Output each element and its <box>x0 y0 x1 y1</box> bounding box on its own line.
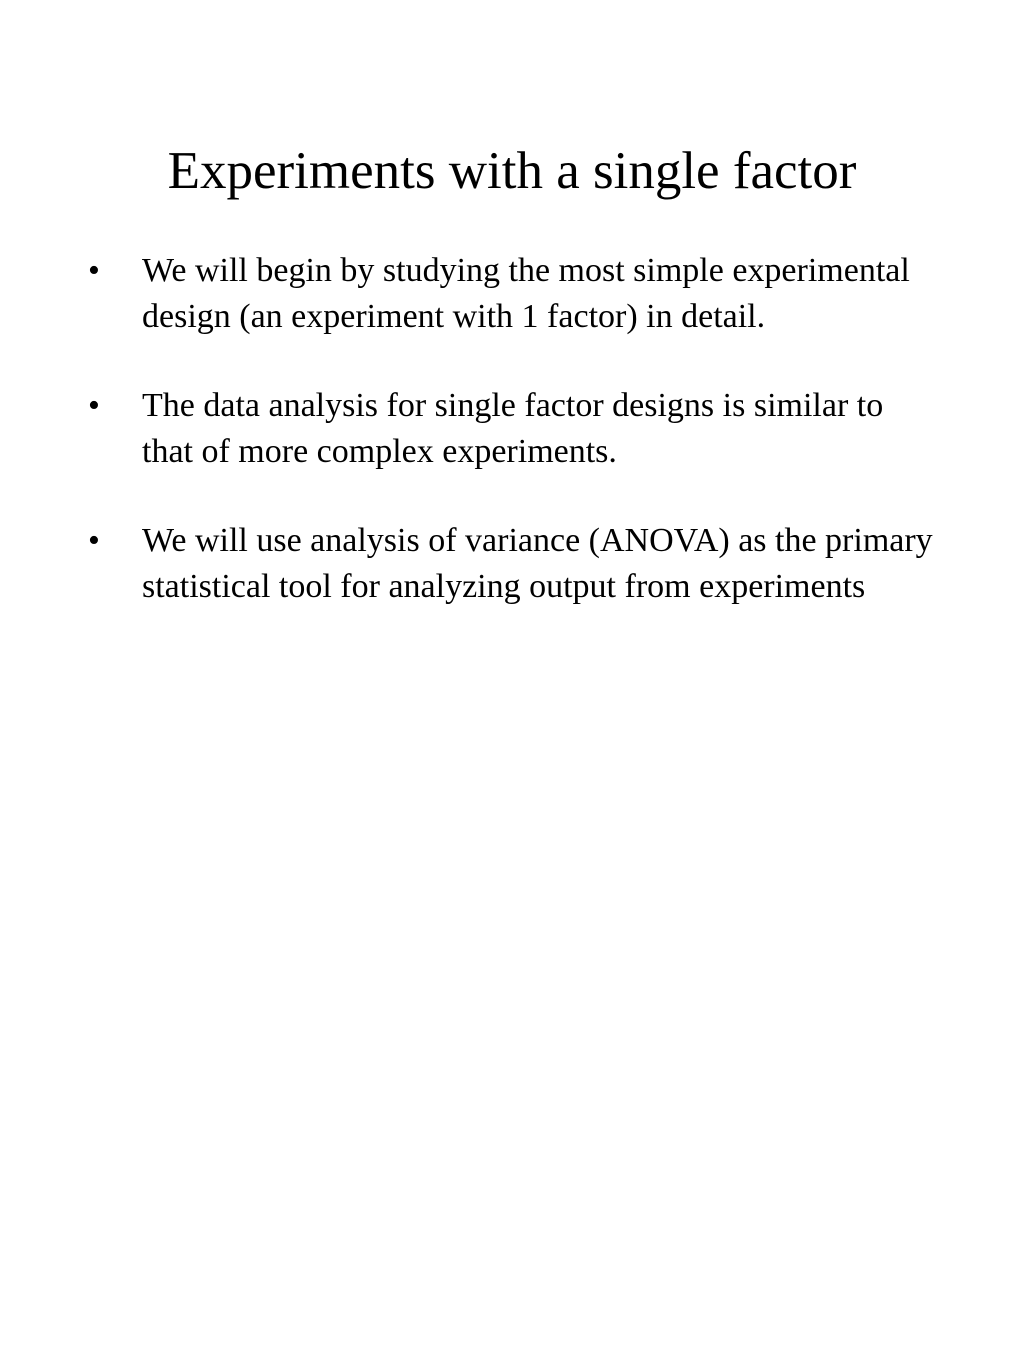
slide-title: Experiments with a single factor <box>167 142 857 200</box>
bullet-text: The data analysis for single factor designs is similar to that of more complex experiments. <box>142 387 884 470</box>
bullet-marker: • <box>88 522 100 559</box>
bullet-marker: • <box>88 252 100 289</box>
bullet-item <box>0 383 942 475</box>
bullet-item <box>0 248 942 340</box>
bullet-marker: • <box>88 387 100 424</box>
bullet-list <box>0 248 1024 653</box>
bullet-item <box>0 518 942 610</box>
bullet-text: We will use analysis of variance (ANOVA) as the primary statistical tool for analyzing output from experiments <box>142 522 933 605</box>
bullet-text: We will begin by studying the most simple experimental design (an experiment with 1 factor) in detail. <box>142 252 910 335</box>
